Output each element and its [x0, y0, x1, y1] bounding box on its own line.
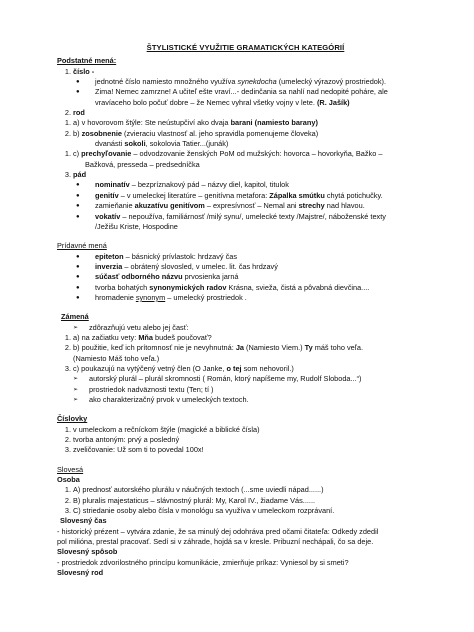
list-number: 3. [64, 170, 71, 180]
list-number: 3. [64, 506, 71, 516]
list-number: 2. [64, 343, 71, 353]
text: Ty [304, 343, 313, 353]
section-heading-numerals: Číslovky [57, 414, 88, 424]
list-number: 3. [64, 363, 71, 373]
text: /Ježišu Kriste, Hospodine [95, 221, 178, 231]
list-number: 2. [64, 128, 71, 138]
list-number: 1. [64, 424, 71, 434]
text: , sokolovia Tatier...(junák) [145, 139, 229, 149]
paragraph: pol milióna, prestal pracovať. Sedí si v záhrade, hojdá sa v kresle. Pribuzní nechápali, čo sa deje. [57, 537, 374, 547]
document-title: ŠTYLISTICKÉ VYUŽITIE GRAMATICKÝCH KATEGÓRIÍ [146, 43, 345, 52]
text: prvosienka jarná [182, 272, 239, 282]
text: A) prednosť autorského plurálu v náučných textoch (...sme uviedli nápad......) [73, 485, 324, 495]
text: Zima! Nemec zamrzne! A učiteľ ešte vraví...- dedinčania sa nahlí nad nedopité poháre, ale [95, 87, 388, 97]
list-item [57, 262, 434, 272]
list-item [57, 343, 434, 353]
list-item [57, 385, 434, 395]
text: nad hlavou. [324, 201, 365, 211]
list-item [57, 118, 434, 128]
text: zosobnenie [81, 128, 122, 138]
text: b) použitie, keď ich prítomnosť nie je nevyhnutná: [73, 343, 236, 353]
text: – v umeleckej literatúre – genitívna metafora: [118, 190, 270, 200]
text: Mňa [138, 332, 153, 342]
list-item [57, 395, 434, 405]
list-item [57, 364, 434, 374]
list-item [57, 129, 434, 139]
list-number: 1. [64, 332, 71, 342]
list-item [57, 191, 434, 201]
list-text: pád [73, 170, 87, 180]
text: vokatív [95, 211, 121, 221]
list-item [57, 201, 434, 211]
list-item [57, 485, 434, 495]
bullet-icon: ● [76, 79, 80, 86]
text: tvorba antoným: prvý a posledný [73, 435, 180, 445]
text: strechy [298, 201, 325, 211]
list-item [57, 293, 434, 303]
list-item [57, 333, 434, 343]
text: budeš poučovať? [153, 332, 212, 342]
list-number: 2. [64, 435, 71, 445]
arrow-bullet-icon: ➢ [73, 386, 79, 393]
text: prechyľovanie [81, 149, 132, 159]
subheading: Slovesný spôsob [57, 547, 118, 557]
list-item [57, 180, 434, 190]
subheading: Slovesný rod [57, 568, 104, 578]
bullet-icon: ● [76, 192, 80, 199]
list-number: 2. [64, 108, 71, 118]
text: Bažková, presseda – predsedníčka [85, 159, 200, 169]
list-item [57, 212, 434, 222]
bullet-icon: ● [76, 253, 80, 260]
list-item [57, 445, 434, 455]
text: C) striedanie osoby alebo čísla v monológu sa využíva v umeleckom rozprávaní. [73, 506, 335, 516]
text: súčasť odborného názvu [95, 272, 183, 282]
arrow-bullet-icon: ➢ [73, 376, 79, 383]
bullet-icon: ● [76, 263, 80, 270]
text: zamieňanie [95, 201, 135, 211]
text: máš toho veľa. [312, 343, 363, 353]
text: zveličovanie: Už som ti to povedal 100x! [73, 445, 204, 455]
subheading: Slovesný čas [60, 516, 107, 526]
text: a) v hovorovom štýle: Ste neústupčiví ako dvaja [73, 118, 231, 128]
text: sokoli [124, 139, 146, 149]
text: – básnický prívlastok: hrdzavý čas [123, 251, 238, 261]
list-item [57, 283, 434, 293]
bullet-icon: ● [76, 182, 80, 189]
list-item-continued [57, 222, 434, 232]
list-text: rod [73, 108, 85, 118]
section-heading-verbs: Slovesá [57, 464, 84, 474]
text: nominatív [95, 180, 130, 190]
section-heading-pronouns: Zámená [61, 312, 89, 322]
text: (Namiesto Viem.) [243, 343, 305, 353]
list-item [57, 496, 434, 506]
bullet-icon: ● [76, 203, 80, 210]
text: v umeleckom a rečníckom štýle (magické a biblické čísla) [73, 424, 260, 434]
text: tvorba bohatých [95, 282, 150, 292]
arrow-bullet-icon: ➢ [73, 324, 79, 331]
text: a) na začiatku vety: [73, 332, 139, 342]
list-item [57, 252, 434, 262]
list-item [57, 170, 434, 180]
text: chytá potichučky. [324, 190, 383, 200]
text: inverzia [95, 261, 123, 271]
text: barani (namiesto barany) [230, 118, 318, 128]
text: (umelecký výrazový prostriedok). [276, 77, 387, 87]
text: genitív [95, 190, 119, 200]
list-item-continued [57, 98, 434, 108]
text: synonymických radov [149, 282, 227, 292]
text: c) poukazujú na vytýčený vetný člen (O Janke, [73, 363, 227, 373]
list-item-continued [57, 160, 434, 170]
text: B) pluralis majestaticus – slávnostný plurál: My, Karol IV., žiadame Vás...... [73, 495, 316, 505]
text: synonym [135, 292, 166, 302]
text: – odvodzovanie ženských PoM od mužských: hovorca – hovorkyňa, Bažko – [131, 149, 383, 159]
list-item-continued [57, 354, 434, 364]
arrow-bullet-icon: ➢ [73, 397, 79, 403]
list-item [57, 506, 434, 516]
list-number: 1. [64, 149, 71, 159]
list-item [57, 149, 434, 159]
bullet-icon: ● [76, 274, 80, 281]
text: c) [73, 149, 82, 159]
text: – obrátený slovosled, v umelec. lit. čas hrdzavý [122, 261, 278, 271]
list-number: 1. [64, 66, 71, 76]
text: ako charakterizačný prvok v umeleckých textoch. [89, 395, 249, 404]
text: dvanásti [95, 139, 125, 149]
paragraph: - prostriedok zdvorilostného princípu komunikácie, zmierňuje príkaz: Vyniesol by si smeti? [57, 557, 349, 567]
list-item [57, 272, 434, 282]
text: – expresívnosť – Nemal ani [204, 201, 299, 211]
text: (zvieraciu vlastnosť al. jeho spravidla pomenujeme človeka) [121, 128, 319, 138]
text: som nehovoril.) [241, 363, 294, 373]
list-text: číslo - [73, 66, 95, 76]
text: – nepoužíva, familiárnosť /milý synu/, umelecké texty /Majstre/, náboženské texty [120, 211, 386, 221]
list-item [57, 435, 434, 445]
bullet-icon: ● [76, 89, 80, 96]
list-item [57, 374, 434, 384]
text: Ja [235, 343, 244, 353]
text: vravíaceho bolo počuť dobre – že Nemec vyhral všetky vojny v lete. [95, 97, 317, 107]
text: b) [73, 128, 82, 138]
text: synekdocha [237, 77, 277, 87]
text: zdôrazňujú vetu alebo jej časť: [89, 322, 189, 332]
bullet-icon: ● [76, 284, 80, 291]
subheading: Osoba [57, 475, 80, 485]
text: (Namiesto Máš toho veľa.) [73, 353, 160, 363]
list-number: 1. [64, 485, 71, 495]
section-heading-adjectives: Prídavné mená [57, 241, 107, 251]
list-item [57, 323, 434, 333]
list-item [57, 108, 434, 118]
list-item [57, 77, 434, 87]
bullet-icon: ● [76, 294, 80, 301]
text: (R. Jašík) [316, 97, 350, 107]
text: epiteton [95, 251, 124, 261]
section-heading-nouns: Podstatné mená: [57, 56, 117, 66]
list-item-continued [57, 139, 434, 149]
list-number: 2. [64, 495, 71, 505]
list-item [57, 67, 434, 77]
text: Zápalka smútku [269, 190, 325, 200]
paragraph: - historický prézent – vytvára zdanie, že sa minulý dej odohráva pred očami čitateľa: Odkedy zdedil [57, 526, 379, 536]
text: hromadenie [95, 292, 136, 302]
list-number: 1. [64, 118, 71, 128]
text: – bezpríznakový pád – názvy diel, kapitol, titulok [129, 180, 289, 190]
text: Krásna, svieža, čistá a pôvabná dievčina.... [226, 282, 370, 292]
list-number: 3. [64, 445, 71, 455]
text: – umelecký prostriedok . [165, 292, 247, 302]
bullet-icon: ● [76, 213, 80, 220]
text: o tej [226, 363, 242, 373]
list-item [57, 425, 434, 435]
text: jednotné číslo namiesto množného využíva [95, 77, 238, 87]
list-item [57, 87, 434, 97]
text: prostriedok nadväznosti textu (Ten; tí ) [89, 384, 214, 394]
text: autorský plurál – plurál skromnosti ( Román, ktorý napíšeme my, Rudolf Sloboda...“) [89, 374, 362, 384]
text: akuzatívu genitívom [134, 201, 205, 211]
